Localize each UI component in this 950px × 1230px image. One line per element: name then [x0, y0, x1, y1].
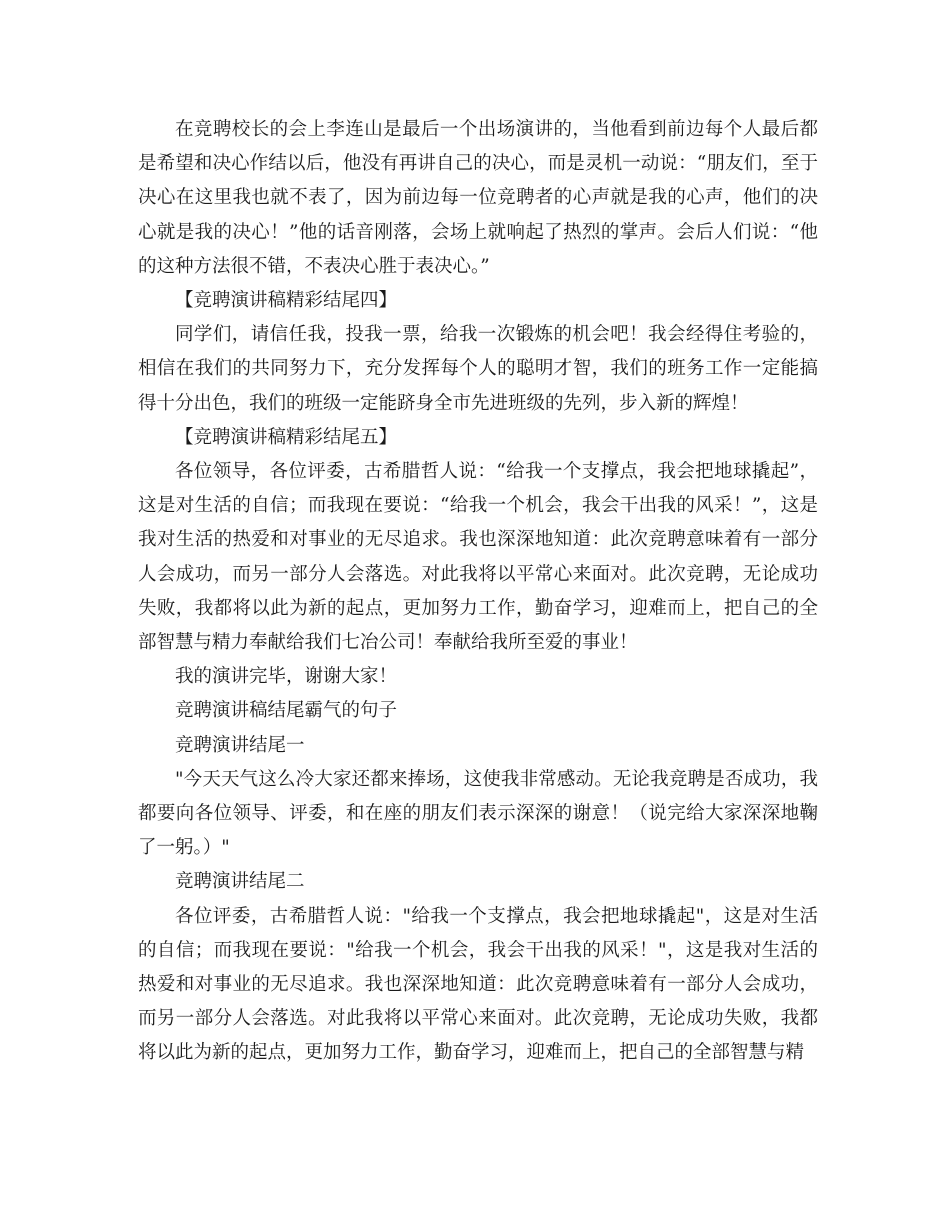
heading-ending-one: 竞聘演讲结尾一: [175, 734, 305, 756]
paragraph-judges-fulcrum: 各位评委，古希腊哲人说："给我一个支撑点，我会把地球撬起"，这是对生活的自信；而我现在要说："给我一个机会，我会干出我的风采！"，这是我对生活的热爱和对事业的无尽追求。我也深深地知道：此次竞聘意味着有一部分人会成功，而另一部分人会落选。对此我将以平常心来面对。此次竞聘，无论成功失败，我都将以此为新的起点，更加努力工作，勤奋学习，迎难而上，把自己的全部智慧与精: [138, 905, 818, 1064]
heading-ending-two: 竞聘演讲结尾二: [175, 871, 305, 893]
paragraph-li-lianshan-story: 在竞聘校长的会上李连山是最后一个出场演讲的，当他看到前边每个人最后都是希望和决心作结以后，他没有再讲自己的决心，而是灵机一动说：“朋友们，至于决心在这里我也就不表了，因为前边每一位竞聘者的心声就是我的心声，他们的决心就是我的决心！”他的话音刚落，会场上就响起了热烈的掌声。会后人们说：“他的这种方法很不错，不表决心胜于表决心。”: [138, 119, 818, 277]
heading-domineering-sentences: 竞聘演讲稿结尾霸气的句子: [175, 700, 398, 722]
paragraph-speech-finished: 我的演讲完毕，谢谢大家！: [175, 666, 398, 688]
paragraph-classmates-vote: 同学们，请信任我，投我一票，给我一次锻炼的机会吧！我会经得住考验的，相信在我们的共同努力下，充分发挥每个人的聪明才智，我们的班务工作一定能搞得十分出色，我们的班级一定能跻身全市先进班级的先列，步入新的辉煌！: [138, 324, 818, 414]
heading-ending-five: 【竞聘演讲稿精彩结尾五】: [175, 426, 398, 448]
heading-ending-four: 【竞聘演讲稿精彩结尾四】: [175, 290, 398, 312]
paragraph-cold-weather-thanks: "今天天气这么冷大家还都来捧场，这使我非常感动。无论我竞聘是否成功，我都要向各位领导、评委，和在座的朋友们表示深深的谢意！（说完给大家深深地鞠了一躬。）": [138, 768, 818, 859]
document-body: [138, 113, 818, 1071]
paragraph-leaders-judges: 各位领导，各位评委，古希腊哲人说：“给我一个支撑点，我会把地球撬起”，这是对生活的自信；而我现在要说：“给我一个机会，我会干出我的风采！”，这是我对生活的热爱和对事业的无尽追求。我也深深地知道：此次竞聘意味着有一部分人会成功，而另一部分人会落选。对此我将以平常心来面对。此次竞聘，无论成功失败，我都将以此为新的起点，更加努力工作，勤奋学习，迎难而上，把自己的全部智慧与精力奉献给我们七冶公司！奉献给我所至爱的事业！: [138, 461, 818, 654]
